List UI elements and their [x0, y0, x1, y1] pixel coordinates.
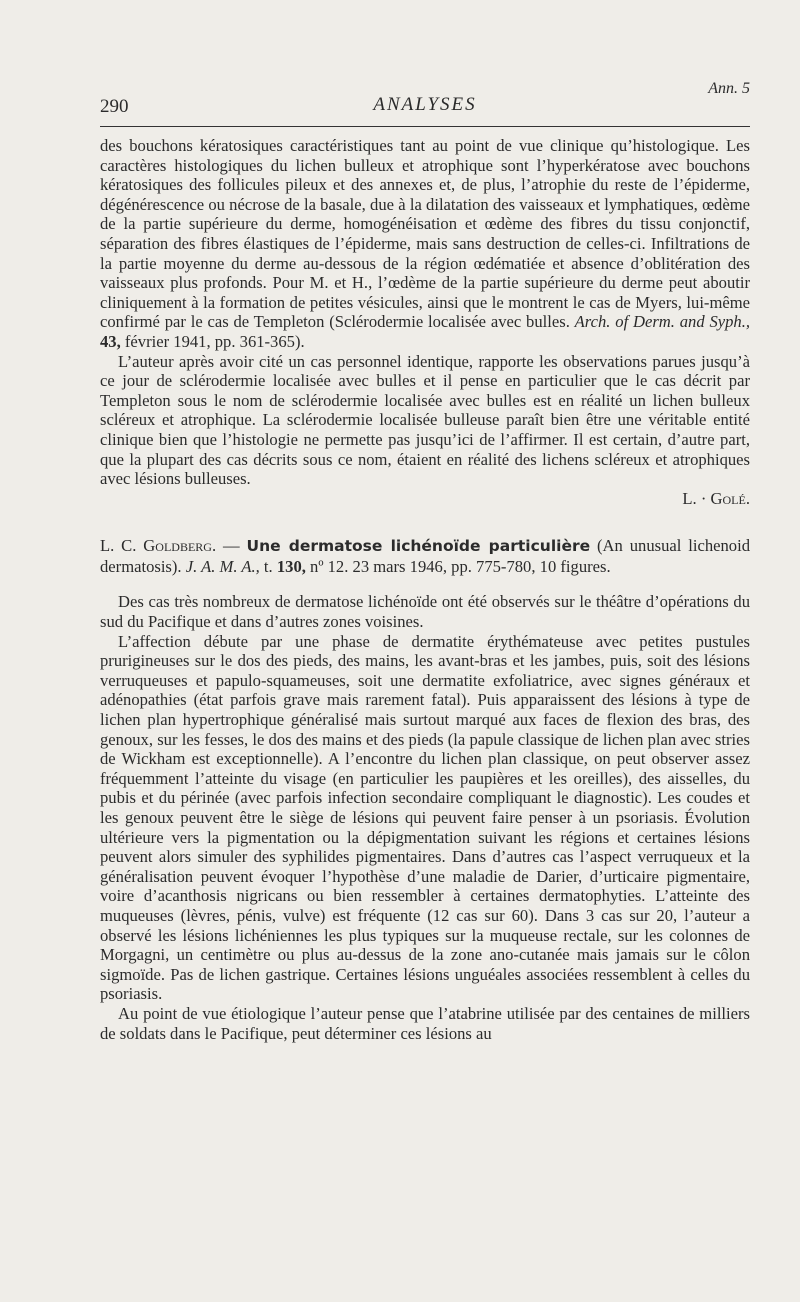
review2-original-title: (An unusual lichenoid dermatosis).	[100, 536, 750, 576]
header-rule	[100, 126, 750, 127]
review2-heading: L. C. Goldberg. — Une dermatose lichénoïde particulière (An unusual lichenoid dermatosis). J. A. M. A., t. 130, nº 12. 23 mars 1946, pp. 775-780, 10 figures.	[100, 536, 750, 576]
review1-signature: L. · Golé.	[682, 488, 750, 508]
page-number: 290	[100, 96, 129, 117]
review2-journal: J. A. M. A.,	[185, 556, 260, 576]
review1-paragraph-1: des bouchons kératosiques caractéristiques tant au point de vue clinique qu’histologique. Les caractères histologiques du lichen bulleux et atrophique sont l’hyperkératose avec bouchons kératosiques des follicules pileux et des annexes et, de plus, l’atrophie du reste de l’épiderme, dégénérescence ou nécrose de la basale, due à la dilatation des vaisseaux et lymphatiques, œdème de la partie supérieure du derme, homogénéisation et œdème des fibres du tissu conjonctif, séparation des fibres élastiques de l’épiderme, mais sans destruction de celles-ci. Infiltrations de la partie moyenne du derme au-dessous de la région œdématiée et absence d’oblitération des vaisseaux plus profonds. Pour M. et H., l’œdème de la partie supérieure du derme peut aboutir cliniquement à la formation de petites vésicules, ainsi que le montrent le cas de Myers, lui-même confirmé par le cas de Templeton (Sclérodermie localisée avec bulles. Arch. of Derm. and Syph., 43, février 1941, pp. 361-365).	[100, 136, 750, 351]
annex-label: Ann. 5	[708, 80, 750, 97]
section-gap	[100, 508, 750, 536]
heading-gap	[100, 576, 750, 592]
running-title: ANALYSES	[373, 94, 477, 115]
review2-title: Une dermatose lichénoïde particulière	[246, 537, 591, 556]
page-header	[100, 80, 750, 124]
signature-name: Golé.	[710, 488, 750, 508]
review2-paragraph-1: Des cas très nombreux de dermatose lichénoïde ont été observés sur le théâtre d’opérations du sud du Pacifique et dans d’autres zones voisines.	[100, 592, 750, 632]
review2-paragraph-3: Au point de vue étiologique l’auteur pense que l’atabrine utilisée par des centaines de milliers de soldats dans le Pacifique, peut déterminer ces lésions au	[100, 1003, 750, 1043]
page-body	[100, 136, 750, 1043]
review2-author: L. C. Goldberg.	[100, 536, 217, 556]
review1-paragraph-2: L’auteur après avoir cité un cas personnel identique, rapporte les observations parues jusqu’à ce jour de sclérodermie localisée avec bulles et il pense en particulier que le cas décrit par Templeton sous le nom de sclérodermie localisée avec bulles est en réalité un lichen bulleux scléreux et atrophique. La sclérodermie localisée bulleuse paraît bien être une véritable entité clinique bien que l’histologie ne permette pas jusqu’ici de l’affirmer. Il est certain, d’autre part, que la plupart des cas décrits sous ce nom, étaient en réalité des lichens scléreux et atrophiques avec lésions bulleuses.	[100, 351, 750, 489]
review2-paragraph-2: L’affection débute par une phase de dermatite érythémateuse avec petites pustules prurigineuses sur le dos des pieds, des mains, les avant-bras et les jambes, puis, soit des lésions verruqueuses et papulo-squameuses, soit une dermatite exfoliatrice, avec signes généraux et adénopathies (état parfois grave mais rarement fatal). Puis apparaissent des lésions à type de lichen plan hypertrophique généralisé mais surtout marqué aux faces de flexion des bras, des genoux, sur les fesses, le dos des mains et des pieds (la papule classique de lichen plan avec stries de Wickham est exceptionnelle). A l’encontre du lichen plan classique, on peut observer assez fréquemment l’atteinte du visage (en particulier les paupières et les oreilles), des aisselles, du pubis et du périnée (avec parfois infection secondaire compliquant le diagnostic). Les coudes et les genoux peuvent être le siège de lésions qui peuvent faire penser à un psoriasis. Évolution ultérieure vers la pigmentation ou la dépigmentation suivant les régions et certaines lésions peuvent alors simuler des syphilides pigmentaires. Dans d’autres cas l’aspect verruqueux et la généralisation peuvent évoquer l’hypothèse d’une maladie de Darier, d’urticaire pigmentaire, voire d’acanthosis nigricans ou bien ressembler à certaines dermatophyties. L’atteinte des muqueuses (lèvres, pénis, vulve) est fréquente (12 cas sur 60). Dans 3 cas sur 20, l’auteur a observé les lésions lichéniennes les plus typiques sur la muqueuse rectale, sur les colonnes de Morgagni, un centimètre ou plus au-dessus de la zone ano-cutanée mais jamais sur le côlon sigmoïde. Pas de lichen gastrique. Certaines lésions unguéales associées ressemblent à celles du psoriasis.	[100, 631, 750, 1004]
review2-volume: 130,	[276, 556, 306, 576]
citation-journal: Arch. of Derm. and Syph.,	[574, 312, 750, 332]
citation-volume: 43,	[100, 331, 121, 351]
